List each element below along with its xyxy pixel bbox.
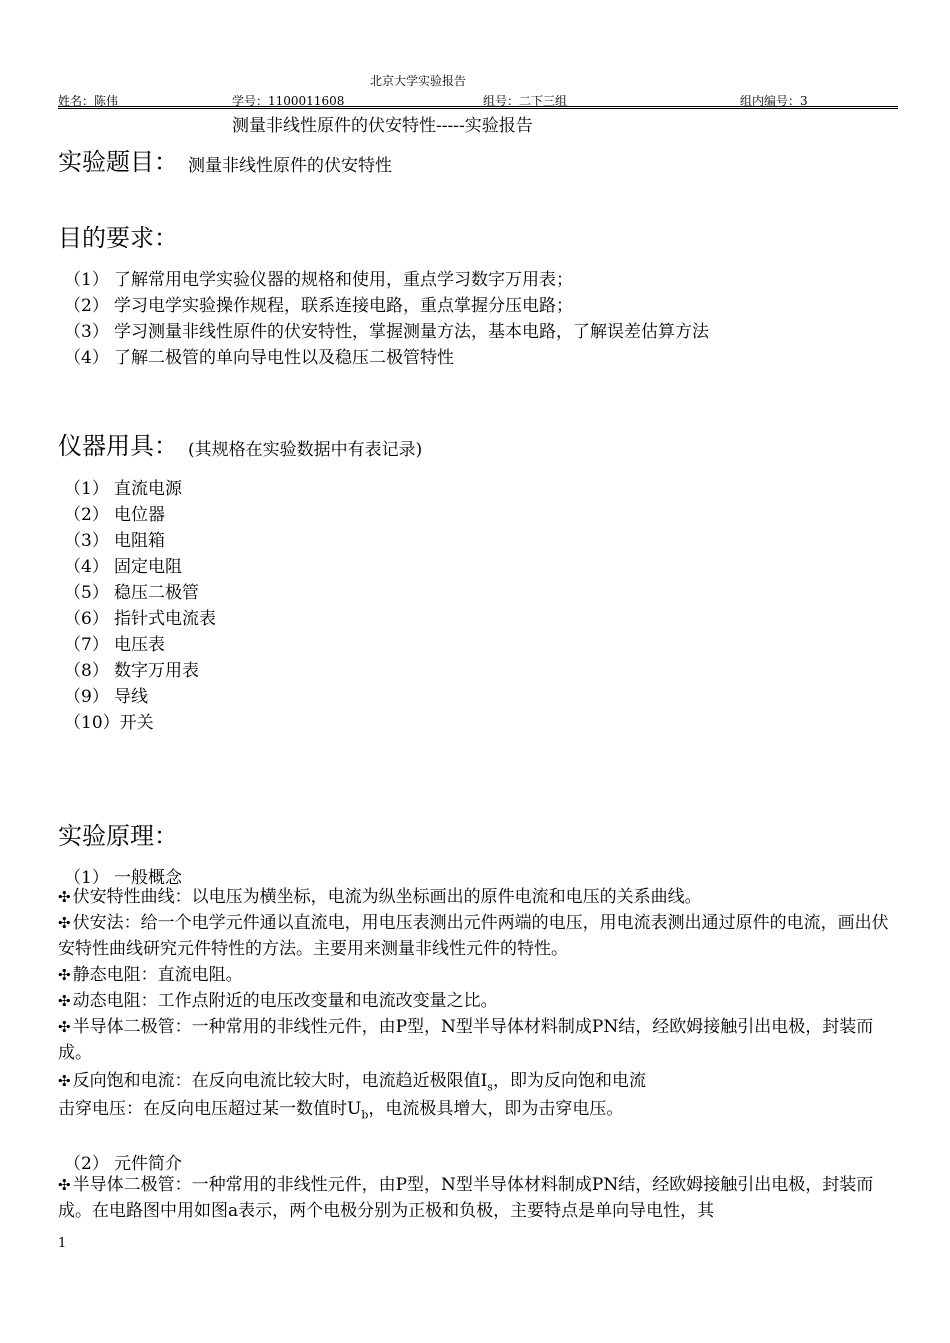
instrument-item xyxy=(64,682,148,707)
instrument-item xyxy=(64,552,182,577)
paragraph xyxy=(58,1096,900,1128)
subscript: s xyxy=(487,1080,493,1094)
principle-heading: 实验原理： xyxy=(58,822,178,850)
item-number: （5） xyxy=(64,583,109,603)
topic-value: 测量非线性原件的伏安特性 xyxy=(188,156,392,176)
paragraph-text: 静态电阻：直流电阻。 xyxy=(72,965,243,985)
bullet-icon: ✣ xyxy=(58,888,71,906)
paragraph xyxy=(58,1014,900,1066)
item-number: （2） xyxy=(64,1154,109,1174)
purpose-item xyxy=(64,317,709,342)
paragraph-text: 伏安特性曲线：以电压为横坐标，电流为纵坐标画出的原件电流和电压的关系曲线。 xyxy=(72,887,702,907)
report-header-title: 北京大学实验报告 xyxy=(370,74,467,88)
item-text: 学习电学实验操作规程，联系连接电路，重点掌握分压电路； xyxy=(114,296,573,316)
item-number: （10） xyxy=(64,713,120,733)
item-text: 元件简介 xyxy=(114,1154,182,1174)
purpose-item xyxy=(64,343,454,368)
item-number: （3） xyxy=(64,322,109,342)
item-text: 了解常用电学实验仪器的规格和使用，重点学习数字万用表； xyxy=(114,270,573,290)
item-number: （9） xyxy=(64,687,109,707)
purpose-heading: 目的要求： xyxy=(58,224,178,252)
item-number: （1） xyxy=(64,868,109,888)
instrument-item xyxy=(64,500,165,525)
paragraph-text: 击穿电压：在反向电压超过某一数值时U xyxy=(58,1099,362,1119)
item-text: 电压表 xyxy=(114,635,165,655)
bullet-icon: ✣ xyxy=(58,992,71,1010)
item-number: （2） xyxy=(64,505,109,525)
paragraph xyxy=(58,884,900,910)
paragraph xyxy=(58,988,900,1014)
header-rule-2 xyxy=(58,108,898,109)
header-rule xyxy=(58,106,898,107)
instrument-item xyxy=(64,630,165,655)
item-number: （6） xyxy=(64,609,109,629)
paragraph xyxy=(58,1172,900,1224)
item-text: 了解二极管的单向导电性以及稳压二极管特性 xyxy=(114,348,454,368)
subscript: b xyxy=(361,1108,369,1122)
instrument-item xyxy=(64,604,216,629)
item-text: 指针式电流表 xyxy=(114,609,216,629)
principle-subheading xyxy=(64,1149,182,1174)
header-group: 组号：二下三组 xyxy=(483,94,568,108)
item-text: 固定电阻 xyxy=(114,557,182,577)
instrument-item xyxy=(64,708,154,733)
bullet-icon: ✣ xyxy=(58,1018,71,1036)
instrument-item xyxy=(64,474,182,499)
paragraph-text: ，电流极具增大，即为击穿电压。 xyxy=(368,1099,624,1119)
paragraph-text: 动态电阻：工作点附近的电压改变量和电流改变量之比。 xyxy=(72,991,498,1011)
item-number: （4） xyxy=(64,348,109,368)
item-number: （8） xyxy=(64,661,109,681)
instruments-heading: 仪器用具： xyxy=(58,432,178,460)
item-text: 学习测量非线性原件的伏安特性，掌握测量方法，基本电路，了解误差估算方法 xyxy=(114,322,709,342)
item-number: （7） xyxy=(64,635,109,655)
header-name: 姓名：陈伟 xyxy=(58,94,119,108)
instruments-note: (其规格在实验数据中有表记录) xyxy=(188,440,423,460)
header-group-number: 组内编号：3 xyxy=(740,94,808,108)
item-text: 电阻箱 xyxy=(114,531,165,551)
document-title: 测量非线性原件的伏安特性-----实验报告 xyxy=(232,116,533,136)
item-text: 数字万用表 xyxy=(114,661,199,681)
purpose-item xyxy=(64,265,573,290)
paragraph-text: 伏安法：给一个电学元件通以直流电，用电压表测出元件两端的电压，用电流表测出通过原件的电流，画出伏安特性曲线研究元件特性的方法。主要用来测量非线性元件的特性。 xyxy=(58,913,889,959)
instrument-item xyxy=(64,526,165,551)
item-number: （1） xyxy=(64,270,109,290)
instrument-item xyxy=(64,656,199,681)
paragraph-text: 反向饱和电流：在反向电流比较大时，电流趋近极限值I xyxy=(72,1071,488,1091)
paragraph-text: 半导体二极管：一种常用的非线性元件，由P型，N型半导体材料制成PN结，经欧姆接触引出电极，封装而成。 xyxy=(58,1017,874,1063)
item-text: 开关 xyxy=(119,713,154,733)
item-text: 电位器 xyxy=(114,505,165,525)
item-text: 直流电源 xyxy=(114,479,182,499)
bullet-icon: ✣ xyxy=(58,1176,71,1194)
paragraph xyxy=(58,962,900,988)
paragraph-text: 半导体二极管：一种常用的非线性元件，由P型，N型半导体材料制成PN结，经欧姆接触引出电极，封装而成。在电路图中用如图a表示，两个电极分别为正极和负极，主要特点是单向导电性，其 xyxy=(58,1175,874,1221)
item-number: （2） xyxy=(64,296,109,316)
purpose-item xyxy=(64,291,573,316)
topic-heading: 实验题目： xyxy=(58,148,178,176)
item-number: （1） xyxy=(64,479,109,499)
paragraph xyxy=(58,910,900,962)
bullet-icon: ✣ xyxy=(58,914,71,932)
page-number: 1 xyxy=(58,1236,67,1251)
instrument-item xyxy=(64,578,199,603)
paragraph-text: ，即为反向饱和电流 xyxy=(492,1071,646,1091)
item-number: （4） xyxy=(64,557,109,577)
header-student-id: 学号：1100011608 xyxy=(232,94,345,108)
bullet-icon: ✣ xyxy=(58,966,71,984)
bullet-icon: ✣ xyxy=(58,1072,71,1090)
item-number: （3） xyxy=(64,531,109,551)
item-text: 导线 xyxy=(114,687,148,707)
item-text: 一般概念 xyxy=(114,868,182,888)
item-text: 稳压二极管 xyxy=(114,583,199,603)
